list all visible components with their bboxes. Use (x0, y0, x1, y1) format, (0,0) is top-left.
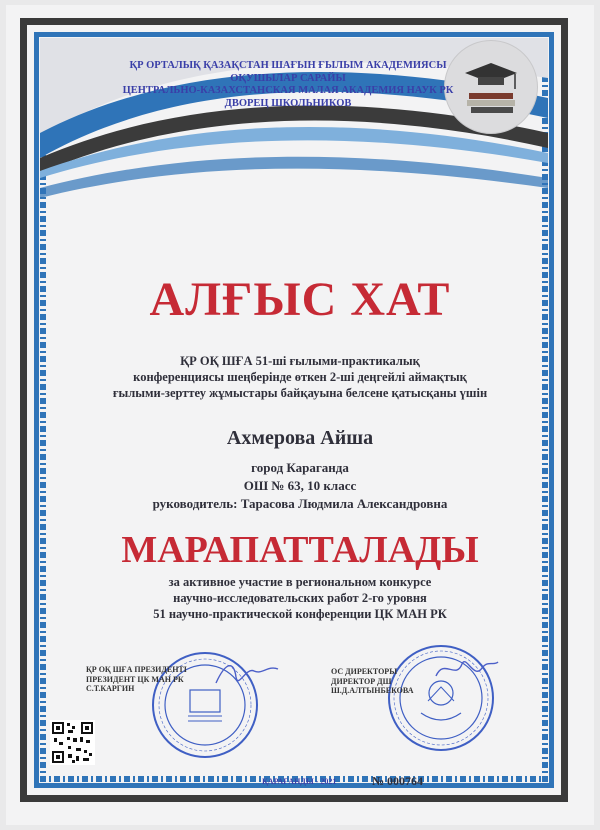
recipient-supervisor: руководитель: Тарасова Людмила Александровна (152, 496, 448, 511)
reason-line: за активное участие в региональном конкурсе (168, 575, 432, 589)
award-reason (60, 574, 540, 622)
president-name: С.Т.КАРГИН (86, 684, 135, 693)
recipient-details (60, 459, 540, 513)
director-block (331, 667, 414, 696)
header-line: ҚР ОРТАЛЫҚ ҚАЗАҚСТАН ШАҒЫН ҒЫЛЫМ АКАДЕМИЯСЫ (129, 60, 447, 71)
director-signature (432, 650, 502, 690)
president-signature (212, 655, 282, 695)
director-title-ru: ДИРЕКТОР ДШ (331, 676, 392, 686)
president-block (86, 665, 187, 694)
intro-line: конференциясы шеңберінде өткен 2-ші деңгейлі аймақтық (133, 370, 467, 384)
qr-code (50, 720, 95, 765)
intro-text (60, 353, 540, 401)
certificate-title: АЛҒЫС ХАТ (149, 273, 451, 326)
president-title-ru: ПРЕЗИДЕНТ ЦК МАН РК (86, 674, 184, 684)
footer-city-year: ҚАРАҒАНДЫ - 2021 (262, 777, 337, 786)
award-heading: МАРАПАТТАЛАДЫ (121, 529, 479, 571)
header-line: ЦЕНТРАЛЬНО-КАЗАХСТАНСКАЯ МАЛАЯ АКАДЕМИЯ НАУК РК (122, 85, 454, 96)
director-name: Ш.Д.АЛТЫНБЕКОВА (331, 686, 414, 695)
recipient-city: город Караганда (251, 460, 349, 475)
recipient-name: Ахмерова Айша (226, 427, 374, 449)
institution-header (118, 60, 458, 110)
recipient-school: ОШ № 63, 10 класс (243, 478, 357, 493)
header-line: ОҚУШЫЛАР САРАЙЫ (230, 72, 346, 84)
reason-line: научно-исследовательских работ 2-го уровня (173, 591, 427, 605)
academy-logo (444, 40, 538, 134)
graduation-cap-icon (445, 41, 537, 133)
reason-line: 51 научно-практической конференции ЦК МАН РК (153, 607, 447, 621)
president-title-kz: ҚР ОҚ ШҒА ПРЕЗИДЕНТІ (86, 665, 187, 674)
intro-line: ҚР ОҚ ШҒА 51-ші ғылыми-практикалық (180, 354, 420, 368)
certificate-number: № 000764 (372, 774, 424, 788)
header-line: ДВОРЕЦ ШКОЛЬНИКОВ (224, 97, 352, 109)
director-title-kz: ОС ДИРЕКТОРЫ (331, 667, 398, 676)
intro-line: ғылыми-зерттеу жұмыстары байқауына белсене қатысқаны үшін (112, 386, 488, 400)
